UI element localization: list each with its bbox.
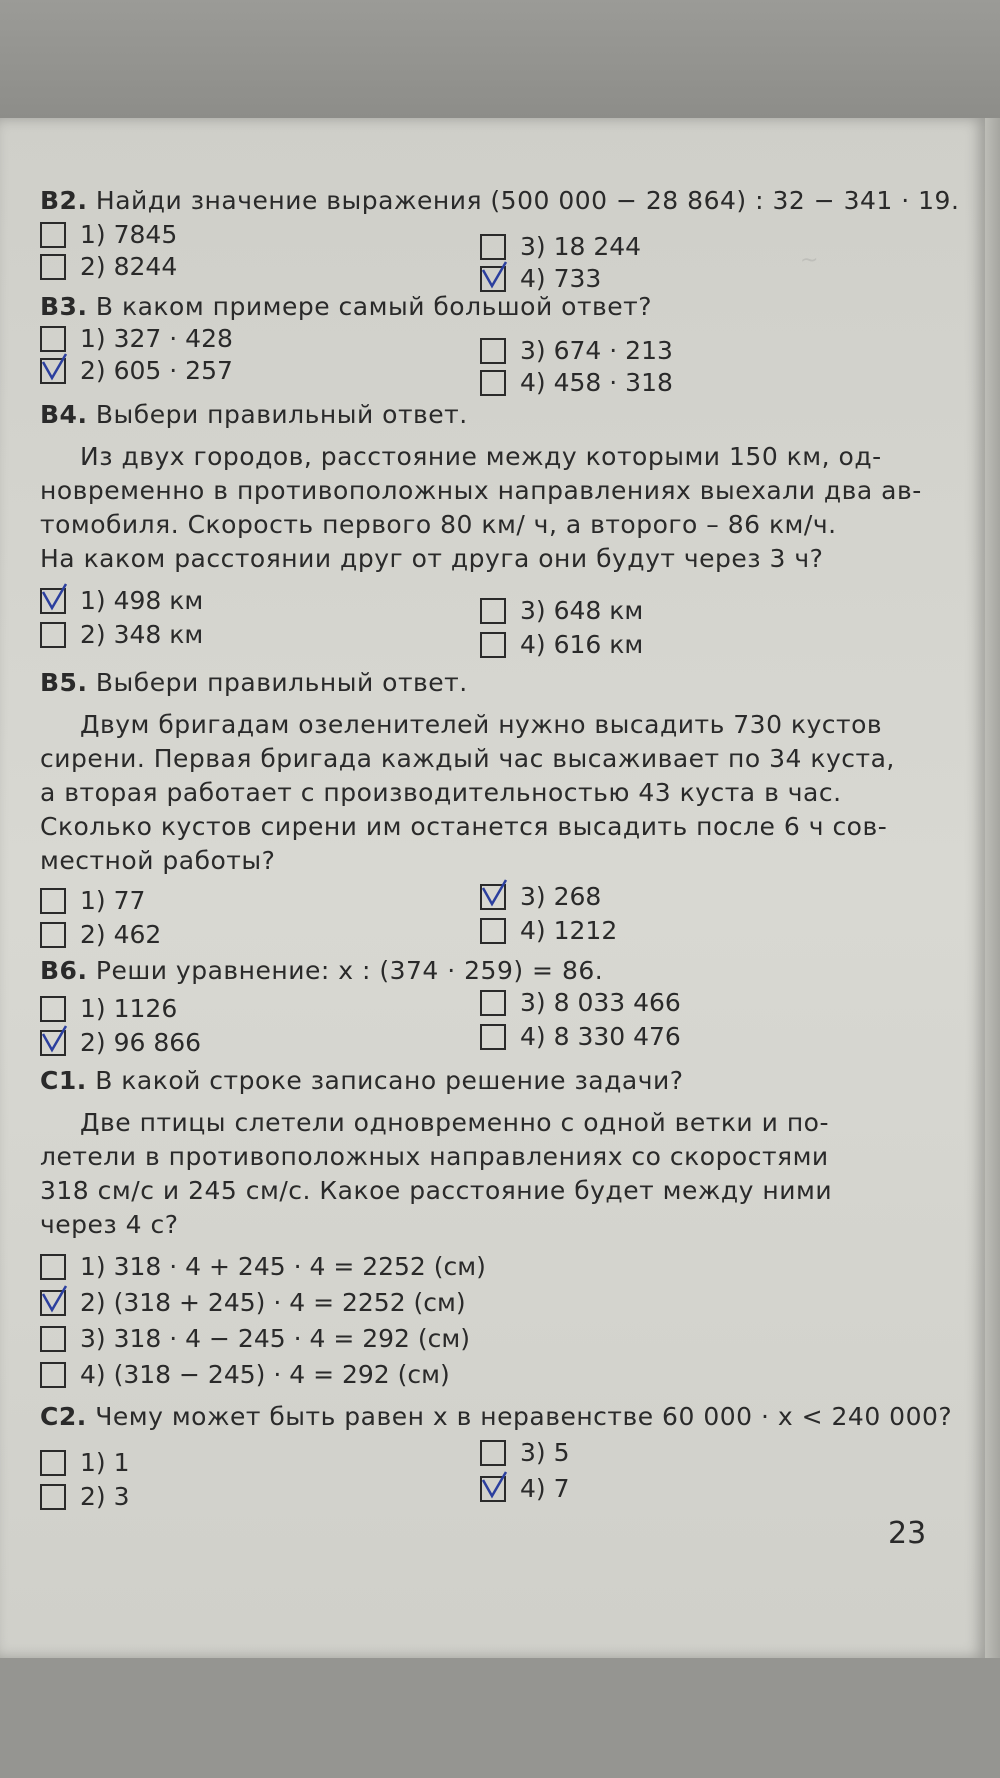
problem-line: Сколько кустов сирени им останется высадить после 6 ч сов- <box>40 812 888 841</box>
option-b3-2[interactable] <box>40 356 233 385</box>
option-c1-4[interactable] <box>40 1360 450 1389</box>
option-b4-3[interactable] <box>480 596 643 625</box>
checkbox[interactable] <box>480 234 506 260</box>
checkbox-checked[interactable] <box>40 588 66 614</box>
option-b5-4[interactable] <box>480 916 617 945</box>
option-c2-4[interactable] <box>480 1474 570 1503</box>
check-mark-icon <box>40 1284 68 1314</box>
checkbox[interactable] <box>480 990 506 1016</box>
option-label: 4) 458 · 318 <box>520 368 673 397</box>
checkbox[interactable] <box>40 1254 66 1280</box>
option-label: 4) 616 км <box>520 630 644 659</box>
option-b3-1[interactable] <box>40 324 233 353</box>
question-c2 <box>40 1402 952 1431</box>
checkbox[interactable] <box>480 1024 506 1050</box>
check-mark-icon <box>40 1024 68 1054</box>
option-c2-3[interactable] <box>480 1438 570 1467</box>
option-label: 3) 318 · 4 − 245 · 4 = 292 (см) <box>80 1324 470 1353</box>
option-c2-1[interactable] <box>40 1448 130 1477</box>
question-text: Найди значение выражения (500 000 − 28 864) : 32 − 341 · 19. <box>95 186 960 215</box>
checkbox-checked[interactable] <box>40 1030 66 1056</box>
option-b4-1[interactable] <box>40 586 203 615</box>
checkbox[interactable] <box>480 1440 506 1466</box>
option-label: 2) 3 <box>80 1482 130 1511</box>
checkbox[interactable] <box>480 338 506 364</box>
option-label: 4) 733 <box>520 264 602 293</box>
check-mark-icon <box>40 582 68 612</box>
option-label: 1) 327 · 428 <box>80 324 233 353</box>
option-label: 3) 648 км <box>520 596 644 625</box>
question-b3 <box>40 292 652 321</box>
option-label: 3) 5 <box>520 1438 570 1467</box>
bleed-through-text: ~ <box>800 248 819 273</box>
question-text: Реши уравнение: x : (374 · 259) = 86. <box>95 956 604 985</box>
option-label: 3) 18 244 <box>520 232 642 261</box>
checkbox[interactable] <box>480 370 506 396</box>
question-b5 <box>40 668 468 697</box>
checkbox[interactable] <box>40 1484 66 1510</box>
question-label: C1. <box>40 1066 87 1095</box>
check-mark-icon <box>480 878 508 908</box>
option-b5-3[interactable] <box>480 882 601 911</box>
checkbox-checked[interactable] <box>40 358 66 384</box>
option-label: 4) 7 <box>520 1474 570 1503</box>
option-b6-1[interactable] <box>40 994 177 1023</box>
option-b5-2[interactable] <box>40 920 161 949</box>
question-b2 <box>40 186 959 215</box>
option-label: 2) 348 км <box>80 620 204 649</box>
checkbox[interactable] <box>40 1362 66 1388</box>
checkbox-checked[interactable] <box>480 884 506 910</box>
option-label: 1) 77 <box>80 886 146 915</box>
workbook-page <box>0 118 985 1658</box>
check-mark-icon <box>480 1470 508 1500</box>
option-b5-1[interactable] <box>40 886 145 915</box>
option-label: 2) 96 866 <box>80 1028 202 1057</box>
checkbox[interactable] <box>40 622 66 648</box>
checkbox[interactable] <box>40 254 66 280</box>
problem-line: На каком расстоянии друг от друга они будут через 3 ч? <box>40 544 824 573</box>
option-label: 1) 498 км <box>80 586 204 615</box>
checkbox[interactable] <box>40 996 66 1022</box>
checkbox[interactable] <box>40 888 66 914</box>
problem-line: томобиля. Скорость первого 80 км/ ч, а второго – 86 км/ч. <box>40 510 837 539</box>
book-spine <box>985 118 1000 1658</box>
option-label: 4) 1212 <box>520 916 618 945</box>
checkbox[interactable] <box>480 918 506 944</box>
option-b2-4[interactable] <box>480 264 601 293</box>
question-label: B5. <box>40 668 88 697</box>
background-top <box>0 0 1000 118</box>
checkbox[interactable] <box>480 632 506 658</box>
question-label: B6. <box>40 956 88 985</box>
problem-line: Из двух городов, расстояние между которыми 150 км, од- <box>80 442 882 471</box>
option-label: 1) 318 · 4 + 245 · 4 = 2252 (см) <box>80 1252 486 1281</box>
option-label: 2) 605 · 257 <box>80 356 233 385</box>
option-b2-3[interactable] <box>480 232 641 261</box>
option-b6-3[interactable] <box>480 988 681 1017</box>
problem-line: Две птицы слетели одновременно с одной ветки и по- <box>80 1108 829 1137</box>
checkbox-checked[interactable] <box>40 1290 66 1316</box>
option-c1-3[interactable] <box>40 1324 470 1353</box>
question-label: B3. <box>40 292 88 321</box>
checkbox[interactable] <box>480 598 506 624</box>
option-label: 3) 8 033 466 <box>520 988 681 1017</box>
problem-line: летели в противоположных направлениях со скоростями <box>40 1142 829 1171</box>
option-b4-2[interactable] <box>40 620 203 649</box>
page-content <box>0 118 985 1658</box>
option-b4-4[interactable] <box>480 630 643 659</box>
question-text: В каком примере самый большой ответ? <box>95 292 652 321</box>
checkbox[interactable] <box>40 1326 66 1352</box>
option-c1-2[interactable] <box>40 1288 466 1317</box>
option-label: 2) (318 + 245) · 4 = 2252 (см) <box>80 1288 466 1317</box>
option-label: 1) 7845 <box>80 220 178 249</box>
option-label: 4) (318 − 245) · 4 = 292 (см) <box>80 1360 450 1389</box>
problem-line: Двум бригадам озеленителей нужно высадить 730 кустов <box>80 710 883 739</box>
checkbox-checked[interactable] <box>480 1476 506 1502</box>
problem-line: местной работы? <box>40 846 276 875</box>
option-c1-1[interactable] <box>40 1252 486 1281</box>
option-c2-2[interactable] <box>40 1482 130 1511</box>
question-text: В какой строке записано решение задачи? <box>95 1066 684 1095</box>
problem-line: через 4 с? <box>40 1210 179 1239</box>
option-label: 3) 674 · 213 <box>520 336 673 365</box>
question-label: C2. <box>40 1402 87 1431</box>
check-mark-icon <box>480 260 508 290</box>
option-label: 4) 8 330 476 <box>520 1022 681 1051</box>
background-bottom <box>0 1658 1000 1778</box>
checkbox[interactable] <box>40 922 66 948</box>
question-label: B2. <box>40 186 88 215</box>
option-b6-2[interactable] <box>40 1028 201 1057</box>
option-label: 1) 1 <box>80 1448 130 1477</box>
option-label: 1) 1126 <box>80 994 178 1023</box>
option-label: 2) 8244 <box>80 252 178 281</box>
checkbox[interactable] <box>40 326 66 352</box>
problem-line: новременно в противоположных направлениях выехали два ав- <box>40 476 922 505</box>
question-label: B4. <box>40 400 88 429</box>
option-label: 3) 268 <box>520 882 602 911</box>
question-text: Выбери правильный ответ. <box>95 400 468 429</box>
checkbox[interactable] <box>40 222 66 248</box>
question-c1 <box>40 1066 684 1095</box>
option-b2-2[interactable] <box>40 252 177 281</box>
option-b3-4[interactable] <box>480 368 673 397</box>
option-b6-4[interactable] <box>480 1022 681 1051</box>
option-b2-1[interactable] <box>40 220 177 249</box>
option-label: 2) 462 <box>80 920 162 949</box>
problem-line: сирени. Первая бригада каждый час высаживает по 34 куста, <box>40 744 895 773</box>
question-text: Чему может быть равен x в неравенстве 60 000 · x < 240 000? <box>95 1402 953 1431</box>
checkbox[interactable] <box>40 1450 66 1476</box>
problem-line: 318 см/с и 245 см/с. Какое расстояние будет между ними <box>40 1176 833 1205</box>
question-text: Выбери правильный ответ. <box>95 668 468 697</box>
page-number: 23 <box>888 1516 927 1551</box>
question-b6 <box>40 956 603 985</box>
option-b3-3[interactable] <box>480 336 673 365</box>
checkbox-checked[interactable] <box>480 266 506 292</box>
check-mark-icon <box>40 352 68 382</box>
question-b4 <box>40 400 468 429</box>
problem-line: а вторая работает с производительностью 43 куста в час. <box>40 778 842 807</box>
